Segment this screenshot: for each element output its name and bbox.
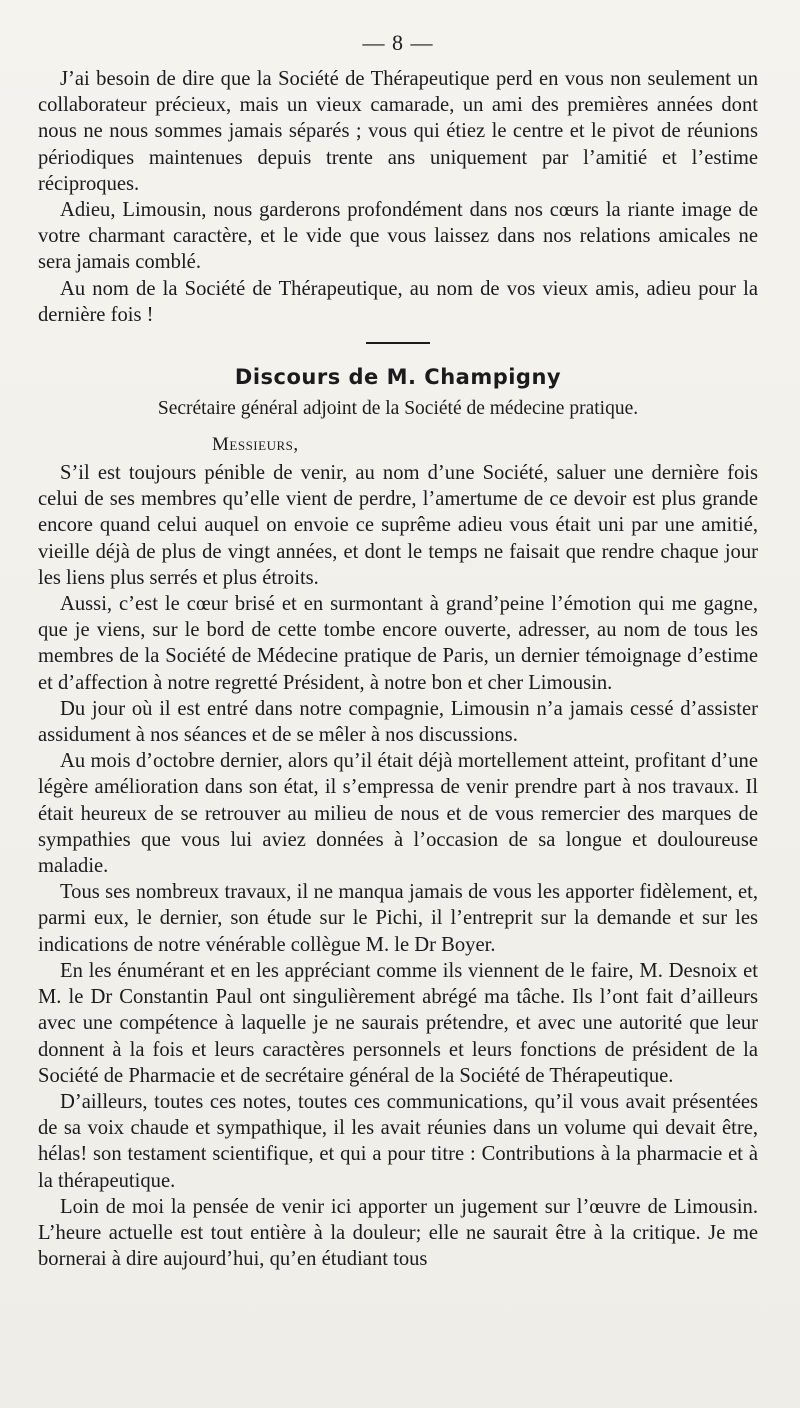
speech-salutation: Messieurs, <box>212 434 299 456</box>
speech-paragraph-7: D’ailleurs, toutes ces notes, toutes ces communications, qu’il vous avait présentées de sa voix chaude et sympathique, il les avait réunies dans un volume qui devait être, hélas! son testament scientifique, et qui a pour titre : Contributions à la pharmacie et à la thérapeutique. <box>38 1090 758 1192</box>
intro-paragraph-2: Adieu, Limousin, nous garderons profondément dans nos cœurs la riante image de votre charmant caractère, et le vide que vous laissez dans nos relations amicales ne sera jamais comblé. <box>38 199 758 274</box>
speech-paragraph-1: S’il est toujours pénible de venir, au nom d’une Société, saluer une dernière fois celui de ses membres qu’elle vient de perdre, l’amertume de ce devoir est plus grande encore quand celui auquel on envoie ce suprême adieu vous était uni par une amitié, vieille déjà de plus de vingt années, et dont le temps ne faisait que rendre chaque jour les liens plus serrés et plus étroits. <box>38 462 758 589</box>
intro-paragraph-1: J’ai besoin de dire que la Société de Thérapeutique perd en vous non seulement un collaborateur précieux, mais un vieux camarade, un ami des premières années dont nous ne nous sommes jamais séparés ; vous qui étiez le centre et le pivot de réunions périodiques maintenues depuis trente ans uniquement par l’amitié et l’estime réciproques. <box>38 68 758 195</box>
intro-paragraph-3: Au nom de la Société de Thérapeutique, au nom de vos vieux amis, adieu pour la dernière fois ! <box>38 277 758 326</box>
speech-subtitle: Secrétaire général adjoint de la Société de médecine pratique. <box>157 398 639 420</box>
speech-paragraph-4: Au mois d’octobre dernier, alors qu’il était déjà mortellement atteint, profitant d’une légère amélioration dans son état, il s’empressa de venir prendre part à nos travaux. Il était heureux de se retrouver au milieu de nous et de vous remercier des marques de sympathies que vous lui aviez données à l’occasion de sa longue et douloureuse maladie. <box>38 750 758 878</box>
speech-paragraph-8: Loin de moi la pensée de venir ici apporter un jugement sur l’œuvre de Limousin. L’heure actuelle est tout entière à la douleur; elle ne saurait être à la critique. Je me bornerai à dire aujourd’hui, qu’en étudiant tous <box>38 1195 758 1271</box>
speech-paragraph-6: En les énumérant et en les appréciant comme ils viennent de le faire, M. Desnoix et M. le Dr Constantin Paul ont singulièrement abrégé ma tâche. Ils l’ont fait d’ailleurs avec une compétence à laquelle je ne saurais prétendre, et avec une autorité que leur donnent à la fois et leurs caractères personnels et leurs fonctions de président de la Société de Pharmacie et de secrétaire général de la Société de Thérapeutique. <box>38 959 758 1087</box>
page-number: — 8 — <box>362 30 434 55</box>
section-divider <box>366 342 430 344</box>
speech-paragraph-3: Du jour où il est entré dans notre compagnie, Limousin n’a jamais cessé d’assister assidument à nos séances et de se mêler à nos discussions. <box>38 697 758 747</box>
speech-title: Discours de M. Champigny <box>234 365 562 390</box>
speech-paragraph-2: Aussi, c’est le cœur brisé et en surmontant à grand’peine l’émotion qui me gagne, que je viens, sur le bord de cette tombe encore ouverte, adresser, au nom de tous les membres de la Société de Médecine pratique de Paris, un dernier témoignage d’estime et d’affection à notre regretté Président, à notre bon et cher Limousin. <box>38 593 758 694</box>
speech-paragraph-5: Tous ses nombreux travaux, il ne manqua jamais de vous les apporter fidèlement, et, parmi eux, le dernier, son étude sur le Pichi, il l’entreprit sur la demande et sur les indications de notre vénérable collègue M. le Dr Boyer. <box>38 881 758 956</box>
